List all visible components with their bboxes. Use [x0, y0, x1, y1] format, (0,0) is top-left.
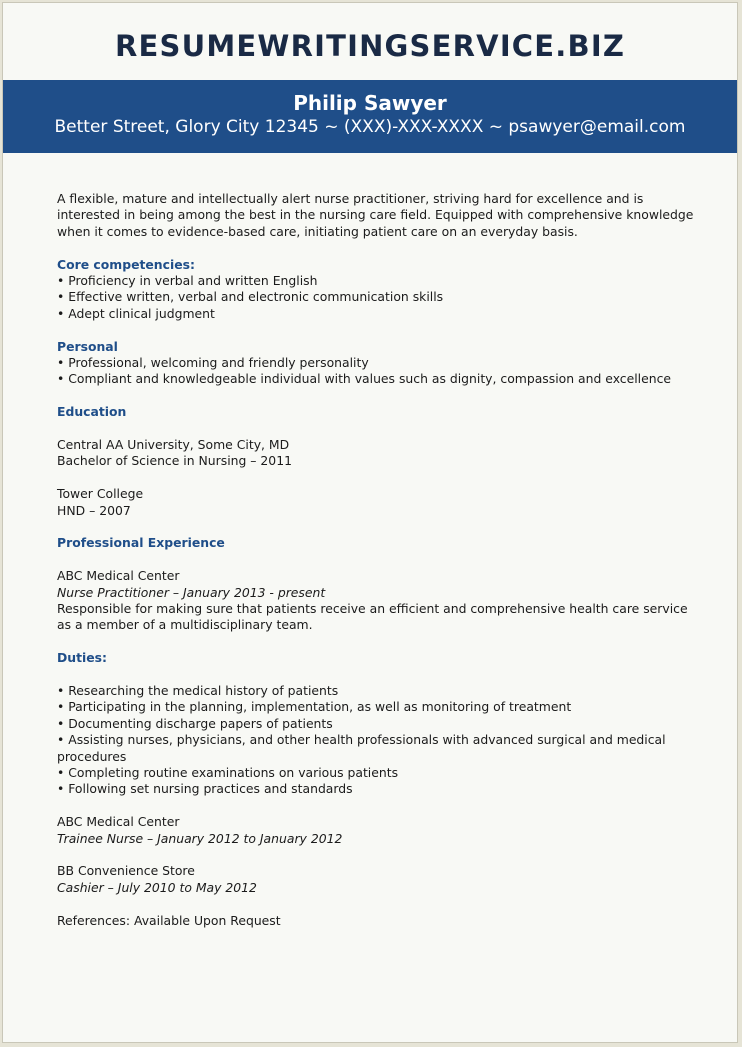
education-degree: HND – 2007 — [57, 502, 131, 518]
job-employer: ABC Medical Center — [57, 568, 180, 584]
duty-item: • Participating in the planning, implementation, as well as monitoring of treatment — [57, 699, 572, 715]
list-item: • Professional, welcoming and friendly personality — [57, 355, 369, 371]
resume-page — [2, 2, 738, 1043]
summary: A flexible, mature and intellectually alert nurse practitioner, striving hard for excellence and is interested in being among the best in the nursing care field. Equipped with comprehensive knowledge when it comes to evidence-based care, initiating patient care on an everyday basis. — [57, 191, 694, 239]
list-item: • Effective written, verbal and electronic communication skills — [57, 289, 444, 305]
education-degree: Bachelor of Science in Nursing – 2011 — [57, 453, 292, 469]
duty-item: • Assisting nurses, physicians, and other health professionals with advanced surgical and medical procedures — [57, 732, 666, 764]
references-line: References: Available Upon Request — [57, 912, 281, 928]
job-role: Trainee Nurse – January 2012 to January 2012 — [57, 830, 343, 846]
list-item: • Proficiency in verbal and written English — [57, 273, 318, 289]
site-title: RESUMEWRITINGSERVICE.BIZ — [114, 29, 626, 63]
list-item: • Adept clinical judgment — [57, 305, 215, 321]
duties-heading: Duties: — [57, 650, 108, 666]
education-school: Tower College — [57, 486, 144, 502]
duty-item: • Documenting discharge papers of patients — [57, 715, 333, 731]
job-employer: BB Convenience Store — [57, 863, 195, 879]
duty-item: • Completing routine examinations on various patients — [57, 765, 399, 781]
job-description: Responsible for making sure that patients receive an efficient and comprehensive health care service as a member of a multidisciplinary team. — [57, 601, 688, 633]
job-employer: ABC Medical Center — [57, 814, 180, 830]
education-school: Central AA University, Some City, MD — [57, 437, 290, 453]
contact-line: Better Street, Glory City 12345 ~ (XXX)-XXX-XXXX ~ psawyer@email.com — [54, 117, 686, 137]
candidate-name: Philip Sawyer — [293, 91, 447, 115]
job-role: Nurse Practitioner – January 2013 - present — [57, 584, 326, 600]
duty-item: • Researching the medical history of patients — [57, 683, 339, 699]
experience-heading: Professional Experience — [57, 535, 225, 551]
job-role: Cashier – July 2010 to May 2012 — [57, 879, 257, 895]
name-banner — [3, 80, 737, 153]
duty-item: • Following set nursing practices and standards — [57, 781, 353, 797]
personal-heading: Personal — [57, 338, 118, 354]
list-item: • Compliant and knowledgeable individual with values such as dignity, compassion and excellence — [57, 371, 672, 387]
education-heading: Education — [57, 404, 127, 420]
core-competencies-heading: Core competencies: — [57, 256, 195, 272]
resume-body — [57, 191, 697, 929]
